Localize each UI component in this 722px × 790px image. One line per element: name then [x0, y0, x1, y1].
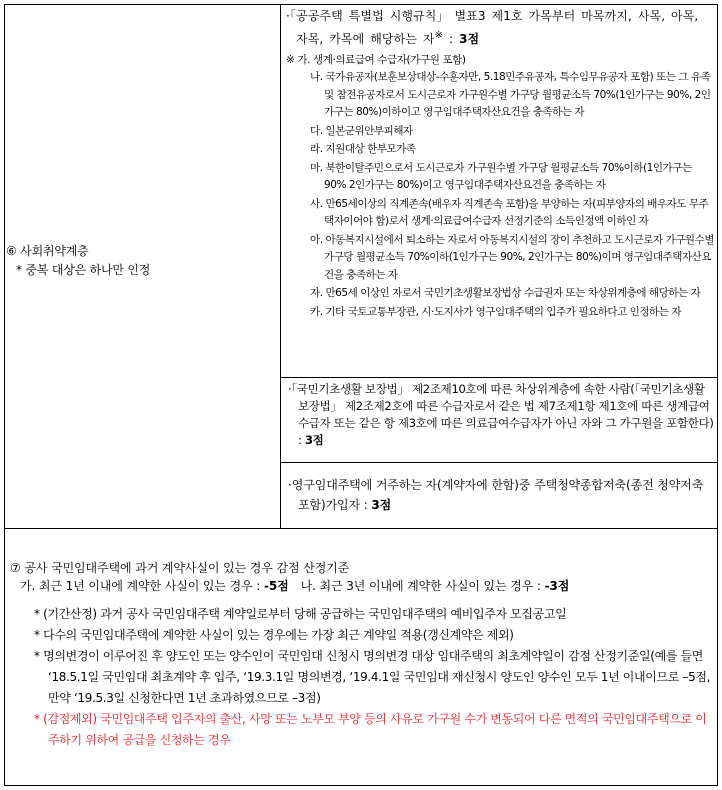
row1-item: 다. 일본군위안부피해자 [310, 124, 413, 137]
row1-item: 라. 지원대상 한부모가족 [310, 143, 416, 155]
row1-item: 카. 기타 국토교통부장관, 시·도지사가 영구임대주택의 입주가 필요하다고 인정하는 자 [310, 305, 682, 318]
row3-score: 3점 [371, 498, 392, 512]
row2-sep: : [298, 433, 305, 447]
row1-lead-text: ·「공공주택 특별법 시행규칙」 별표3 제1호 가목부터 마목까지, 사목, 아목, 자목, 카목에 해당하는 자 [286, 9, 699, 46]
section7 [10, 559, 714, 751]
section6-label-cell [6, 242, 276, 280]
row3-sep: : [360, 498, 372, 512]
row-divider [280, 462, 718, 463]
section6-row3 [288, 475, 714, 515]
criteria-a-text: 가. 최근 1년 이내에 계약한 사실이 있는 경우 : [20, 579, 264, 593]
criteria-a-score: -5점 [264, 579, 289, 593]
note-item: * 명의변경이 이루어진 후 양도인 또는 양수인이 국민임대 신청시 명의변경 대상 임대주택의 최초계약일이 감점 산정기준일(예를 들면 ‘18.5.1일 국민임대 최초계약 후 입주, ‘19.3.1일 명의변경, ‘19.4.1일 국민임대 재신청시 양도인 양수인 모두 1년 이내이므로 –5점, 만약 ‘19.5.3일 신청한다면 1년 초과하였으므로 –3점) [34, 649, 711, 705]
note-item: * 다수의 국민임대주택에 계약한 사실이 있는 경우에는 가장 최근 계약일 적용(갱신계약은 제외) [34, 628, 514, 642]
column-divider [280, 4, 281, 529]
row-divider [280, 377, 718, 378]
section6-row2 [288, 381, 714, 449]
row2-text: ·「국민기초생활 보장법」 제2조제10호에 따른 차상위계층에 속한 사람(「국민기초생활 보장법」 제2조제2호에 따른 수급자로서 같은 법 제7조제1항 제1호에 따른 생계급여 수급자 또는 같은 항 제3호에 따른 의료급여수급자가 아닌 자와 그 가구원을 포함한다) [288, 382, 714, 430]
row1-score: 3점 [459, 32, 480, 46]
row1-sep: : [443, 32, 460, 46]
row1-note-head: ※ 가. 생계·의료급여 수급자(가구원 포함) [286, 54, 466, 66]
section6-title: ⑥ 사회취약계층 [6, 244, 89, 258]
row1-item: 나. 국가유공자(보훈보상대상-수훈자만, 5.18민주유공자, 특수임무유공자 포함) 또는 그 유족 및 참전유공자로서 도시근로자 가구원수별 가구당 월평균소득 70%(1인가구는 90%, 2인가구는 80%)이하이고 영구임대주택자산요건을 충족하는 자 [310, 71, 711, 118]
section6-subtitle: * 중복 대상은 하나만 인정 [16, 263, 151, 277]
row1-item: 사. 만65세이상의 직계존속(배우자 직계존속 포함)을 부양하는 자(피부양자의 배우자도 무주택자이어야 함)로서 생계·의료급여수급자 선정기준의 소득인정액 이하인 자 [310, 197, 709, 227]
row1-item: 마. 북한이탈주민으로서 도시근로자 가구원수별 가구당 월평균소득 70%이하(1인가구는 90% 2인가구는 80%)이고 영구임대주택자산요건을 충족하는 자 [310, 161, 692, 191]
section7-title: ⑦ 공사 국민임대주택에 과거 계약사실이 있는 경우 감점 산정기준 [10, 561, 350, 575]
row1-item: 자. 만65세 이상인 자로서 국민기초생활보장법상 수급권자 또는 차상위계층에 해당하는 자 [310, 287, 701, 299]
criteria-b-text: 나. 최근 3년 이내에 계약한 사실이 있는 경우 : [300, 579, 545, 593]
note-item: * (기간산정) 과거 공사 국민임대주택 계약일로부터 당해 공급하는 국민임대주택의 예비입주자 모집공고일 [34, 607, 567, 621]
row1-lead [286, 6, 714, 49]
section7-criteria [10, 577, 714, 595]
row1-note-mark: ※ [434, 30, 444, 41]
row1-item: 아. 아동복지시설에서 퇴소하는 자로서 아동복지시설의 장이 추천하고 도시근로자 가구원수별 가구당 월평균소득 70%이하(1인가구는 90%, 2인가구는 80%)이며 영구임대주택자산요건을 충족하는 자 [310, 233, 715, 281]
section-divider [4, 528, 718, 529]
note-item-exception: * (감점제외) 국민임대주택 입주자의 출산, 사망 또는 노부모 부양 등의 사유로 가구원 수가 변동되어 다른 면적의 국민임대주택으로 이주하기 위하여 공급을 신청하는 경우 [34, 712, 707, 747]
row2-score: 3점 [304, 433, 324, 447]
criteria-b-score: -3점 [544, 579, 570, 593]
row3-text: ·영구임대주택에 거주하는 자(계약자에 한함)중 주택청약종합저축(종전 청약저축 포함)가입자 [288, 478, 704, 512]
section6-row1 [286, 6, 714, 322]
section7-notes [10, 604, 714, 751]
